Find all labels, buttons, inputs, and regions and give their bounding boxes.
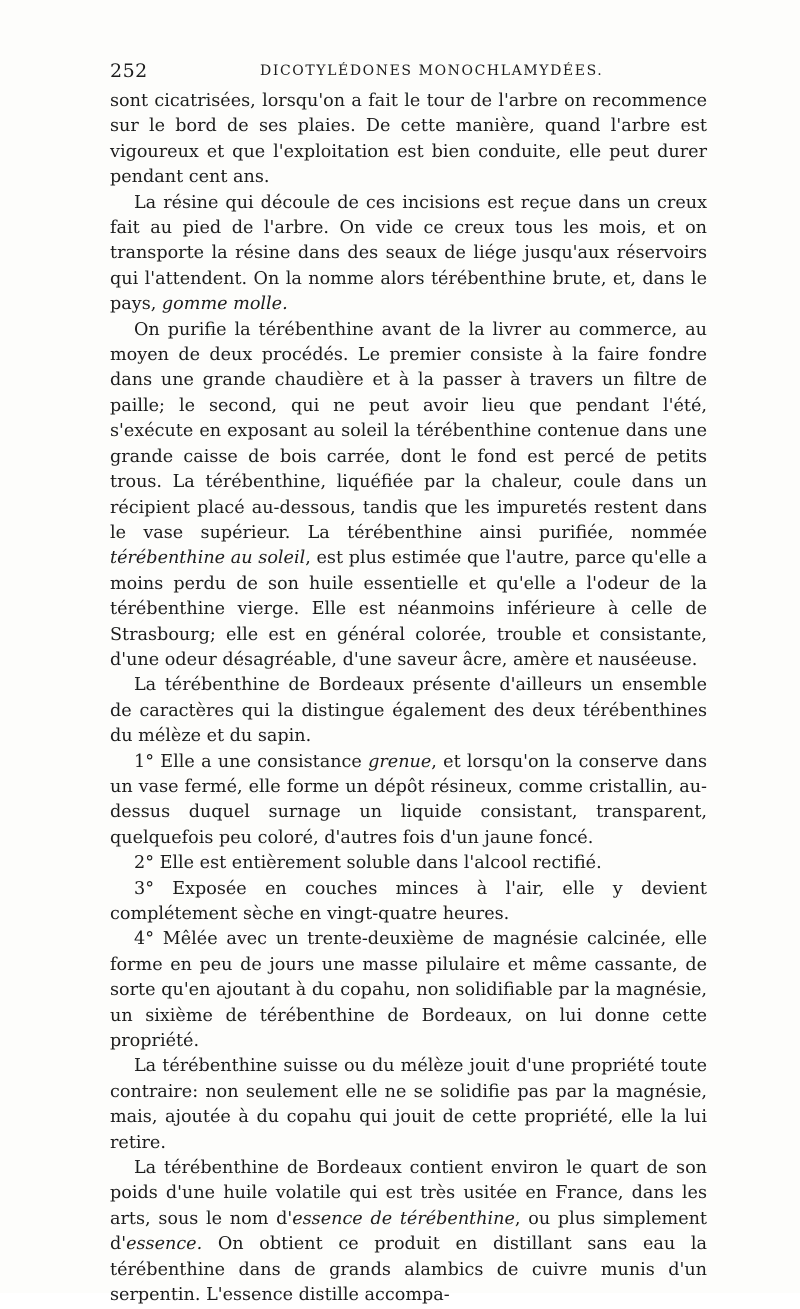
text-run: 1° Elle a une consistance xyxy=(134,751,369,772)
italic-term: essence. xyxy=(126,1234,203,1255)
text-run: La térébenthine de Bordeaux contient environ le quart de son poids d'une huile volatile qui est très usitée en France, dans les arts, sous le nom d' xyxy=(110,1158,707,1229)
paragraph xyxy=(110,191,707,318)
text-run: La térébenthine de Bordeaux présente d'ailleurs un ensemble de caractères qui la distingue également des deux térébenthines du mélèze et du sapin. xyxy=(110,675,707,747)
page-number: 252 xyxy=(110,60,148,82)
text-run: 4° Mêlée avec un trente-deuxième de magnésie calcinée, elle forme en peu de jours une masse pilulaire et même cassante, de sorte qu'en ajoutant à du copahu, non solidifiable par la magnésie, un sixième de térébenthine de Bordeaux, on lui donne cette propriété. xyxy=(110,929,707,1052)
text-run: La térébenthine suisse ou du mélèze jouit d'une propriété toute contraire: non seulement elle ne se solidifie pas par la magnésie, mais, ajoutée à du copahu qui jouit de cette propriété, elle la lui retire. xyxy=(110,1056,707,1153)
text-run: , est plus estimée que l'autre, parce qu'elle a moins perdu de son huile essentielle et qu'elle a l'odeur de la térébenthine vierge. Elle est néanmoins inférieure à celle de Strasbourg; elle est en général colorée, trouble et consistante, d'une odeur désagréable, d'une saveur âcre, amère et nauséeuse. xyxy=(110,548,707,670)
text-run: , et lorsqu'on la conserve dans un vase fermé, elle forme un dépôt résineux, comme cristallin, au-dessus duquel surnage un liquide consistant, transparent, quelquefois peu coloré, d'autres fois d'un jaune foncé. xyxy=(110,751,707,848)
paragraph xyxy=(110,318,707,674)
paragraph xyxy=(110,673,707,749)
text-run: La résine qui découle de ces incisions est reçue dans un creux fait au pied de l'arbre. On vide ce creux tous les mois, et on transporte la résine dans des seaux de liége jusqu'aux réservoirs qui l'attendent. On la nomme alors térébenthine brute, et, dans le pays, xyxy=(110,192,707,315)
italic-term: essence de térébenthine xyxy=(292,1208,515,1229)
paragraph xyxy=(110,851,707,876)
italic-term: gomme molle. xyxy=(161,294,288,315)
paragraph xyxy=(110,927,707,1054)
running-header xyxy=(110,60,707,88)
paragraph xyxy=(110,1054,707,1156)
paragraph xyxy=(110,89,707,191)
text-run: , ou plus simplement d' xyxy=(110,1208,708,1255)
text-run: sont cicatrisées, lorsqu'on a fait le tour de l'arbre on recommence sur le bord de ses plaies. De cette manière, quand l'arbre est vigoureux et que l'exploitation est bien conduite, elle peut durer pendant cent ans. xyxy=(110,91,707,188)
text-run: 2° Elle est entièrement soluble dans l'alcool rectifié. xyxy=(134,853,602,874)
italic-term: grenue xyxy=(368,751,432,772)
text-run: On purifie la térébenthine avant de la livrer au commerce, au moyen de deux procédés. Le premier consiste à la faire fondre dans une grande chaudière et à la passer à travers un filtre de paille; le second, qui ne peut avoir lieu que pendant l'été, s'exécute en exposant au soleil la térébenthine contenue dans une grande caisse de bois carrée, dont le fond est percé de petits trous. La térébenthine, liquéfiée par la chaleur, coule dans un récipient placé au-dessous, tandis que les impuretés restent dans le vase supérieur. La térébenthine ainsi purifiée, nommée xyxy=(110,319,707,543)
text-run: 3° Exposée en couches minces à l'air, elle y devient complétement sèche en vingt-quatre heures. xyxy=(110,878,707,924)
paragraph xyxy=(110,877,707,928)
paragraph xyxy=(110,750,707,852)
body-text xyxy=(110,89,707,1309)
paragraph xyxy=(110,1156,707,1308)
italic-term: térébenthine au soleil xyxy=(110,548,306,569)
text-run: On obtient ce produit en distillant sans eau la térébenthine dans de grands alambics de cuivre munis d'un serpentin. L'essence distille accompa- xyxy=(110,1234,707,1306)
running-title: DICOTYLÉDONES MONOCHLAMYDÉES. xyxy=(260,63,604,79)
